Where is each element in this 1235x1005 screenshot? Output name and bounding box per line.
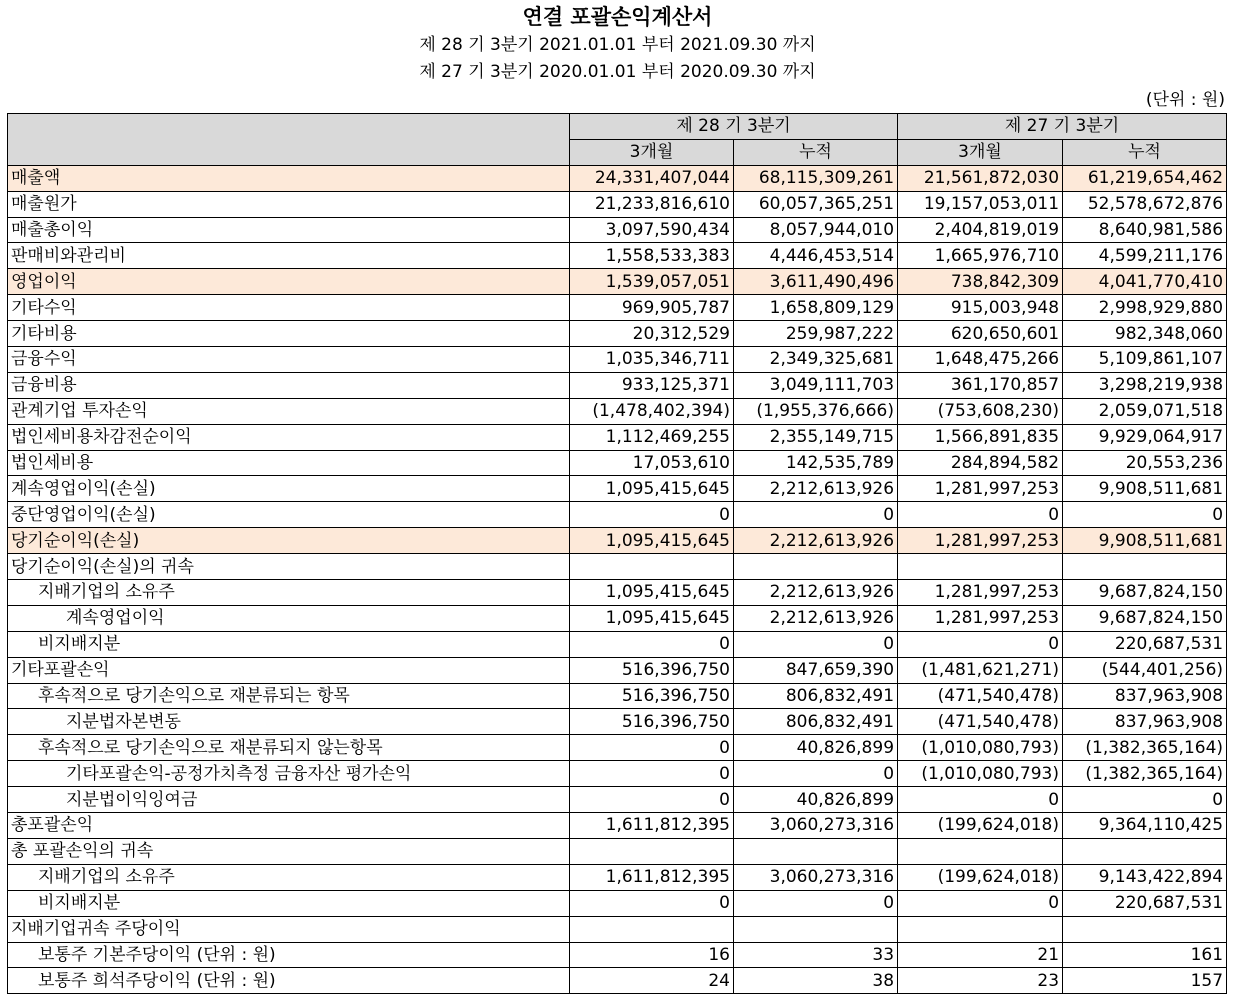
table-row — [8, 398, 1227, 424]
value-prior-cum — [1063, 916, 1227, 942]
value-current-3m: 1,035,346,711 — [570, 347, 734, 373]
value-current-cum: 0 — [734, 502, 898, 528]
account-label: 매출총이익 — [8, 217, 570, 243]
table-row — [8, 683, 1227, 709]
value-prior-cum: 9,908,511,681 — [1063, 528, 1227, 554]
account-label: 당기순이익(손실)의 귀속 — [8, 554, 570, 580]
value-prior-cum — [1063, 838, 1227, 864]
table-row — [8, 761, 1227, 787]
value-current-3m: 0 — [570, 890, 734, 916]
account-label: 후속적으로 당기손익으로 재분류되는 항목 — [8, 683, 570, 709]
value-prior-cum: 2,059,071,518 — [1063, 398, 1227, 424]
value-current-3m — [570, 838, 734, 864]
table-row — [8, 450, 1227, 476]
account-label: 매출액 — [8, 165, 570, 191]
value-prior-3m: 0 — [898, 502, 1063, 528]
account-label: 당기순이익(손실) — [8, 528, 570, 554]
value-prior-3m: 0 — [898, 890, 1063, 916]
value-prior-3m: 620,650,601 — [898, 321, 1063, 347]
value-current-cum: 3,049,111,703 — [734, 372, 898, 398]
header-period-prior: 제 27 기 3분기 — [898, 114, 1227, 140]
table-row — [8, 191, 1227, 217]
value-current-3m: 516,396,750 — [570, 657, 734, 683]
value-prior-cum: 220,687,531 — [1063, 890, 1227, 916]
table-row — [8, 916, 1227, 942]
table-row — [8, 942, 1227, 968]
account-label: 지분법이익잉여금 — [8, 787, 570, 813]
value-current-cum: 2,355,149,715 — [734, 424, 898, 450]
period-current-range: 제 28 기 3분기 2021.01.01 부터 2021.09.30 까지 — [419, 35, 816, 55]
value-prior-cum: 3,298,219,938 — [1063, 372, 1227, 398]
table-row — [8, 243, 1227, 269]
value-prior-cum: 9,908,511,681 — [1063, 476, 1227, 502]
value-prior-3m — [898, 838, 1063, 864]
value-prior-3m: 21 — [898, 942, 1063, 968]
value-current-3m: 969,905,787 — [570, 295, 734, 321]
account-label: 법인세비용차감전순이익 — [8, 424, 570, 450]
table-row — [8, 890, 1227, 916]
account-label: 총 포괄손익의 귀속 — [8, 838, 570, 864]
value-prior-3m: 2,404,819,019 — [898, 217, 1063, 243]
table-row — [8, 502, 1227, 528]
value-prior-cum: 20,553,236 — [1063, 450, 1227, 476]
value-current-cum: 2,212,613,926 — [734, 528, 898, 554]
value-prior-3m: (199,624,018) — [898, 864, 1063, 890]
value-prior-3m: 0 — [898, 787, 1063, 813]
value-prior-3m: 1,281,997,253 — [898, 528, 1063, 554]
value-current-cum: 4,446,453,514 — [734, 243, 898, 269]
value-current-3m: 0 — [570, 761, 734, 787]
table-row — [8, 787, 1227, 813]
account-label: 계속영업이익(손실) — [8, 476, 570, 502]
account-label: 중단영업이익(손실) — [8, 502, 570, 528]
table-row — [8, 968, 1227, 994]
value-current-cum: 0 — [734, 631, 898, 657]
value-current-cum — [734, 916, 898, 942]
table-row — [8, 217, 1227, 243]
value-prior-3m — [898, 916, 1063, 942]
table-row — [8, 347, 1227, 373]
table-row — [8, 813, 1227, 839]
value-current-3m: 1,558,533,383 — [570, 243, 734, 269]
table-header — [8, 114, 1227, 166]
statement-title: 연결 포괄손익계산서 — [522, 5, 713, 29]
value-current-cum — [734, 554, 898, 580]
value-prior-cum — [1063, 554, 1227, 580]
value-current-3m: 16 — [570, 942, 734, 968]
account-label: 기타수익 — [8, 295, 570, 321]
value-current-cum: 3,060,273,316 — [734, 813, 898, 839]
value-prior-cum: 5,109,861,107 — [1063, 347, 1227, 373]
value-current-3m: 24 — [570, 968, 734, 994]
table-row — [8, 838, 1227, 864]
value-current-cum: 806,832,491 — [734, 683, 898, 709]
value-current-cum: 60,057,365,251 — [734, 191, 898, 217]
value-prior-cum: 9,687,824,150 — [1063, 605, 1227, 631]
value-prior-cum: 9,143,422,894 — [1063, 864, 1227, 890]
account-label: 법인세비용 — [8, 450, 570, 476]
value-prior-cum: 837,963,908 — [1063, 683, 1227, 709]
value-current-cum: 847,659,390 — [734, 657, 898, 683]
table-row — [8, 528, 1227, 554]
account-label: 지분법자본변동 — [8, 709, 570, 735]
account-label: 매출원가 — [8, 191, 570, 217]
table-row — [8, 372, 1227, 398]
account-label: 지배기업귀속 주당이익 — [8, 916, 570, 942]
table-row — [8, 295, 1227, 321]
value-prior-3m: 19,157,053,011 — [898, 191, 1063, 217]
account-label: 금융비용 — [8, 372, 570, 398]
table-row — [8, 735, 1227, 761]
value-prior-cum: 220,687,531 — [1063, 631, 1227, 657]
value-prior-cum: 4,599,211,176 — [1063, 243, 1227, 269]
value-prior-cum: 0 — [1063, 787, 1227, 813]
value-current-3m — [570, 916, 734, 942]
value-current-3m: 1,095,415,645 — [570, 580, 734, 606]
value-current-3m: 21,233,816,610 — [570, 191, 734, 217]
account-label: 지배기업의 소유주 — [8, 864, 570, 890]
value-current-cum: 2,212,613,926 — [734, 605, 898, 631]
value-prior-cum: 4,041,770,410 — [1063, 269, 1227, 295]
value-current-3m: 933,125,371 — [570, 372, 734, 398]
value-prior-3m: (1,481,621,271) — [898, 657, 1063, 683]
value-current-3m: 1,611,812,395 — [570, 864, 734, 890]
value-current-cum: 8,057,944,010 — [734, 217, 898, 243]
period-prior-range: 제 27 기 3분기 2020.01.01 부터 2020.09.30 까지 — [419, 62, 816, 82]
table-row — [8, 631, 1227, 657]
value-prior-cum: 52,578,672,876 — [1063, 191, 1227, 217]
table-row — [8, 709, 1227, 735]
value-current-3m: 0 — [570, 502, 734, 528]
value-current-3m: 516,396,750 — [570, 683, 734, 709]
account-label: 계속영업이익 — [8, 605, 570, 631]
value-current-cum: 806,832,491 — [734, 709, 898, 735]
value-prior-cum: 61,219,654,462 — [1063, 165, 1227, 191]
value-current-cum: 0 — [734, 761, 898, 787]
value-current-3m: 24,331,407,044 — [570, 165, 734, 191]
account-label: 지배기업의 소유주 — [8, 580, 570, 606]
table-row — [8, 605, 1227, 631]
value-current-cum: 2,349,325,681 — [734, 347, 898, 373]
account-label: 비지배지분 — [8, 631, 570, 657]
value-current-cum: 1,658,809,129 — [734, 295, 898, 321]
account-label: 판매비와관리비 — [8, 243, 570, 269]
account-label: 기타비용 — [8, 321, 570, 347]
value-current-3m: 1,095,415,645 — [570, 476, 734, 502]
header-prior-cum: 누적 — [1063, 139, 1227, 165]
value-current-cum: 68,115,309,261 — [734, 165, 898, 191]
header-account — [8, 114, 570, 166]
value-prior-cum: 982,348,060 — [1063, 321, 1227, 347]
value-prior-3m: 0 — [898, 631, 1063, 657]
value-current-3m: 20,312,529 — [570, 321, 734, 347]
value-current-3m: 1,095,415,645 — [570, 605, 734, 631]
header-current-cum: 누적 — [734, 139, 898, 165]
value-prior-cum: 157 — [1063, 968, 1227, 994]
value-current-cum — [734, 838, 898, 864]
value-current-cum: 38 — [734, 968, 898, 994]
value-current-cum: 259,987,222 — [734, 321, 898, 347]
value-current-cum: 40,826,899 — [734, 735, 898, 761]
table-row — [8, 476, 1227, 502]
value-prior-cum: (544,401,256) — [1063, 657, 1227, 683]
income-statement-table — [7, 113, 1227, 994]
value-prior-3m: (471,540,478) — [898, 683, 1063, 709]
value-current-cum: 2,212,613,926 — [734, 476, 898, 502]
value-prior-cum: 9,929,064,917 — [1063, 424, 1227, 450]
value-current-3m — [570, 554, 734, 580]
value-prior-3m: (1,010,080,793) — [898, 761, 1063, 787]
header-period-current: 제 28 기 3분기 — [570, 114, 898, 140]
value-prior-3m: 284,894,582 — [898, 450, 1063, 476]
value-current-cum: 2,212,613,926 — [734, 580, 898, 606]
value-prior-3m: 738,842,309 — [898, 269, 1063, 295]
unit-label: (단위 : 원) — [1145, 90, 1225, 110]
account-label: 비지배지분 — [8, 890, 570, 916]
table-body — [8, 165, 1227, 994]
value-prior-3m: 23 — [898, 968, 1063, 994]
value-current-cum: 3,611,490,496 — [734, 269, 898, 295]
account-label: 영업이익 — [8, 269, 570, 295]
header-current-3m: 3개월 — [570, 139, 734, 165]
account-label: 총포괄손익 — [8, 813, 570, 839]
value-current-3m: 0 — [570, 735, 734, 761]
table-row — [8, 657, 1227, 683]
value-current-cum: 142,535,789 — [734, 450, 898, 476]
value-current-cum: 40,826,899 — [734, 787, 898, 813]
value-current-cum: 33 — [734, 942, 898, 968]
account-label: 기타포괄손익 — [8, 657, 570, 683]
value-prior-3m: (471,540,478) — [898, 709, 1063, 735]
value-current-3m: 17,053,610 — [570, 450, 734, 476]
value-prior-cum: 8,640,981,586 — [1063, 217, 1227, 243]
value-prior-cum: 161 — [1063, 942, 1227, 968]
value-prior-3m: 1,648,475,266 — [898, 347, 1063, 373]
value-prior-3m: (753,608,230) — [898, 398, 1063, 424]
value-current-3m: 1,611,812,395 — [570, 813, 734, 839]
table-row — [8, 269, 1227, 295]
value-current-3m: (1,478,402,394) — [570, 398, 734, 424]
table-row — [8, 424, 1227, 450]
value-prior-cum: 0 — [1063, 502, 1227, 528]
table-row — [8, 165, 1227, 191]
value-prior-3m: 1,281,997,253 — [898, 580, 1063, 606]
value-prior-3m: 21,561,872,030 — [898, 165, 1063, 191]
account-label: 보통주 기본주당이익 (단위 : 원) — [8, 942, 570, 968]
value-current-3m: 516,396,750 — [570, 709, 734, 735]
value-prior-3m: 1,281,997,253 — [898, 476, 1063, 502]
value-prior-cum: 9,364,110,425 — [1063, 813, 1227, 839]
table-row — [8, 864, 1227, 890]
value-prior-3m: (1,010,080,793) — [898, 735, 1063, 761]
table-row — [8, 554, 1227, 580]
header-prior-3m: 3개월 — [898, 139, 1063, 165]
account-label: 관계기업 투자손익 — [8, 398, 570, 424]
value-current-3m: 3,097,590,434 — [570, 217, 734, 243]
value-prior-cum: 837,963,908 — [1063, 709, 1227, 735]
value-current-3m: 1,112,469,255 — [570, 424, 734, 450]
value-current-3m: 0 — [570, 787, 734, 813]
value-prior-3m: 1,665,976,710 — [898, 243, 1063, 269]
value-prior-3m: 915,003,948 — [898, 295, 1063, 321]
value-prior-cum: (1,382,365,164) — [1063, 761, 1227, 787]
account-label: 기타포괄손익-공정가치측정 금융자산 평가손익 — [8, 761, 570, 787]
value-prior-cum: 9,687,824,150 — [1063, 580, 1227, 606]
value-current-3m: 0 — [570, 631, 734, 657]
value-current-cum: 0 — [734, 890, 898, 916]
value-prior-3m: 1,566,891,835 — [898, 424, 1063, 450]
value-current-3m: 1,095,415,645 — [570, 528, 734, 554]
table-row — [8, 321, 1227, 347]
value-current-cum: 3,060,273,316 — [734, 864, 898, 890]
table-row — [8, 580, 1227, 606]
value-prior-cum: (1,382,365,164) — [1063, 735, 1227, 761]
value-prior-3m: (199,624,018) — [898, 813, 1063, 839]
value-prior-cum: 2,998,929,880 — [1063, 295, 1227, 321]
account-label: 후속적으로 당기손익으로 재분류되지 않는항목 — [8, 735, 570, 761]
account-label: 보통주 희석주당이익 (단위 : 원) — [8, 968, 570, 994]
value-current-3m: 1,539,057,051 — [570, 269, 734, 295]
value-current-cum: (1,955,376,666) — [734, 398, 898, 424]
value-prior-3m: 1,281,997,253 — [898, 605, 1063, 631]
account-label: 금융수익 — [8, 347, 570, 373]
value-prior-3m — [898, 554, 1063, 580]
value-prior-3m: 361,170,857 — [898, 372, 1063, 398]
